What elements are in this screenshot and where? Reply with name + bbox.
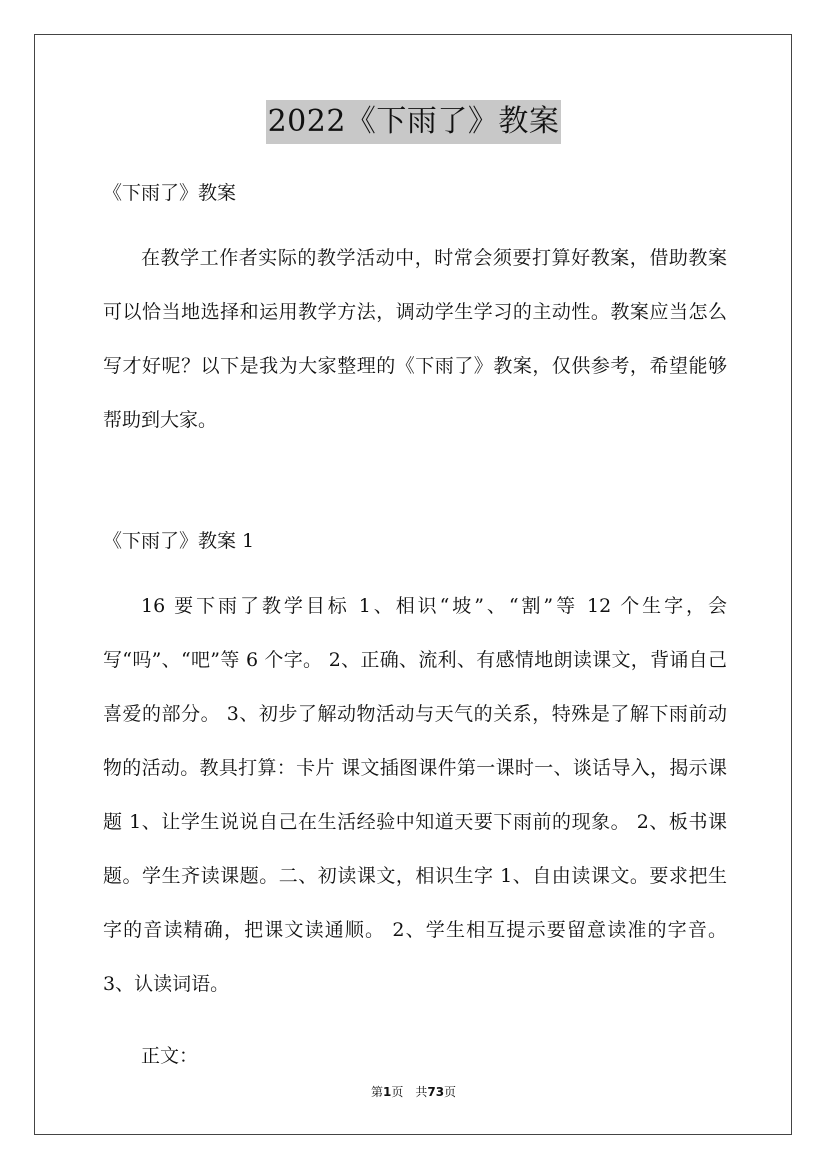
section-paragraph: 16 要下雨了教学目标 1、相识“坡”、“割”等 12 个生字，会写“吗”、“吧”等 6 个字。 2、正确、流利、有感情地朗读课文，背诵自己喜爱的部分。 3、初步了解动物活动与天气的关系，特殊是了解下雨前动物的活动。教具打算：卡片 课文插图课件第一课时一、谈话导入，揭示课题 1、让学生说说自己在生活经验中知道天要下雨前的现象。 2、板书课题。学生齐读课题。二、初读课文，相识生字 1、自由读课文。要求把生字的音读精确，把课文读通顺。 2、学生相互提示要留意读准的字音。 3、认读词语。 xyxy=(103,595,727,995)
body-label: 正文： xyxy=(141,1045,199,1067)
title-container xyxy=(0,100,827,144)
section-heading: 《下雨了》教案 1 xyxy=(103,530,255,552)
page-suffix: 页 xyxy=(391,1085,404,1099)
page-number: 1 xyxy=(382,1085,392,1099)
page-footer xyxy=(0,1083,827,1100)
intro-heading: 《下雨了》教案 xyxy=(103,182,237,204)
total-suffix: 页 xyxy=(444,1085,457,1099)
total-prefix: 共 xyxy=(415,1085,428,1099)
intro-paragraph: 在教学工作者实际的教学活动中，时常会须要打算好教案，借助教案可以恰当地选择和运用教学方法，调动学生学习的主动性。教案应当怎么写才好呢？以下是我为大家整理的《下雨了》教案，仅供参考，希望能够帮助到大家。 xyxy=(103,247,727,431)
page-prefix: 第 xyxy=(370,1085,383,1099)
document-title: 2022《下雨了》教案 xyxy=(266,100,562,144)
total-pages: 73 xyxy=(427,1085,445,1099)
document-body xyxy=(103,175,727,1083)
